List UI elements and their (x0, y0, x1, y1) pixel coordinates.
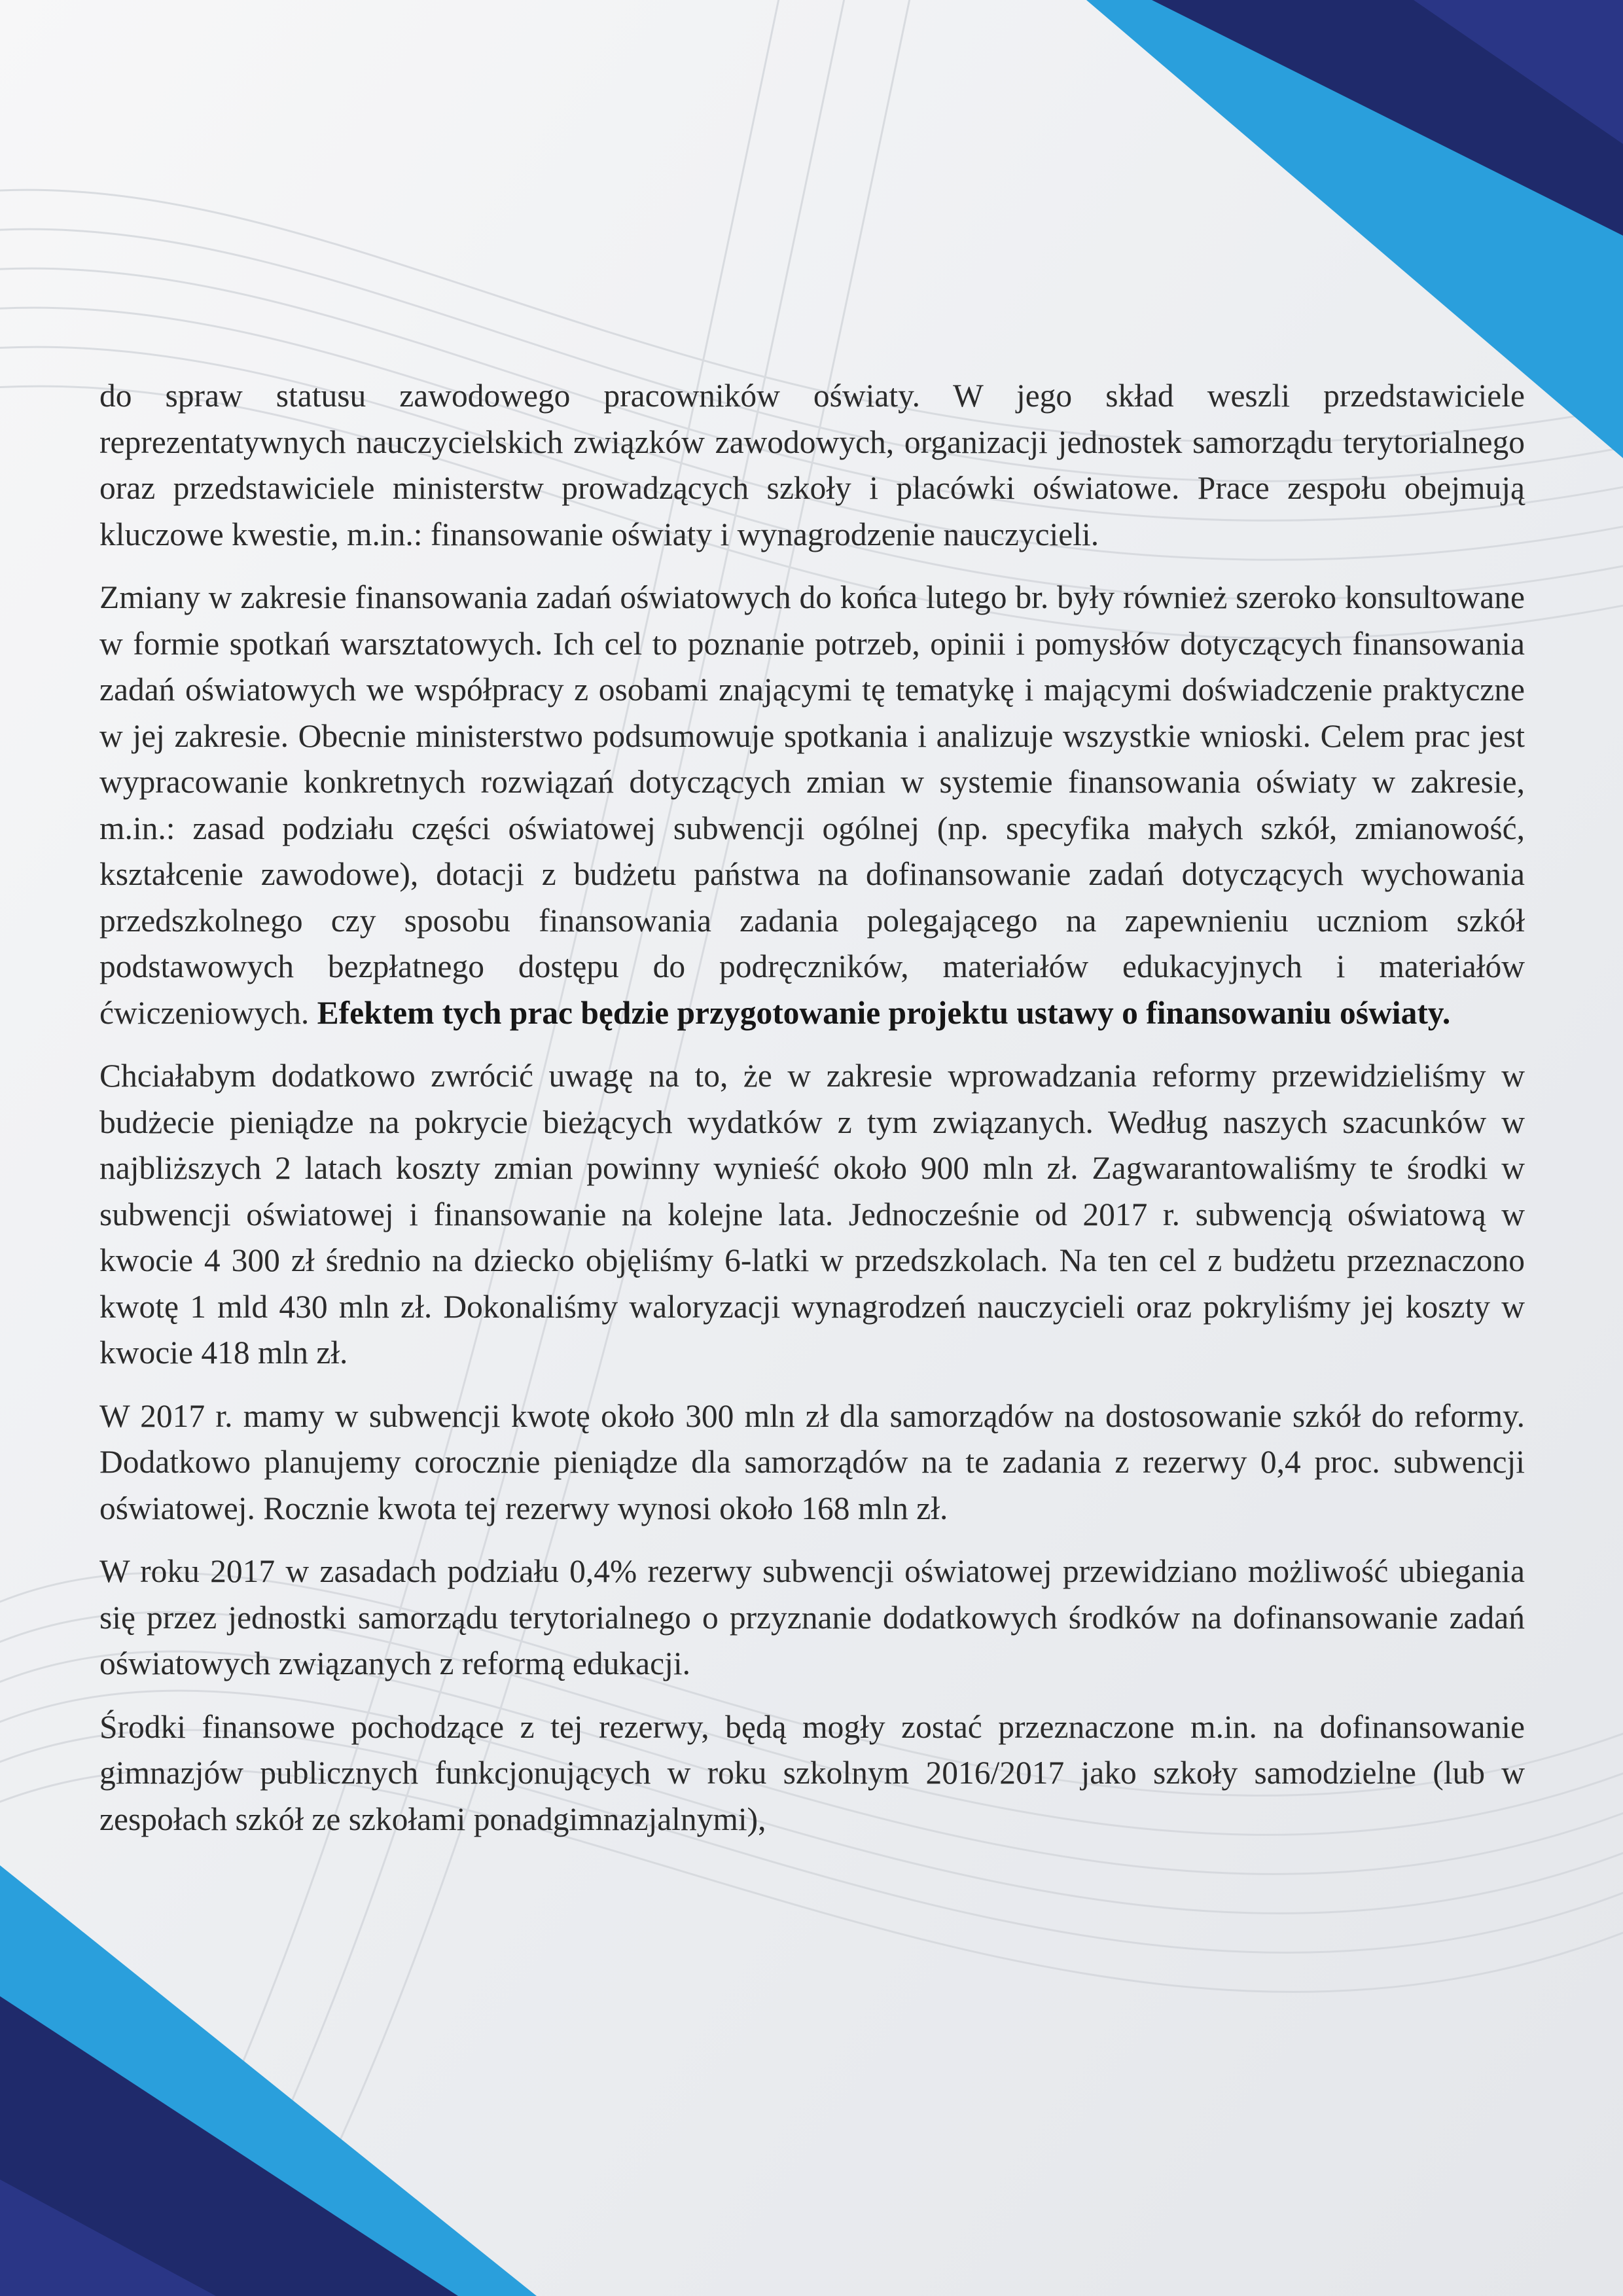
paragraph-5: W roku 2017 w zasadach podziału 0,4% rezerwy subwencji oświatowej przewidziano możliwość ubiegania się przez jednostki samorządu terytorialnego o przyznanie dodatkowych środków na dofinansowanie zadań oświatowych związanych z reformą edukacji. (99, 1553, 1525, 1681)
paragraph-6: Środki finansowe pochodzące z tej rezerwy, będą mogły zostać przeznaczone m.in. na dofinansowanie gimnazjów publicznych funkcjonujących w roku szkolnym 2016/2017 jako szkoły samodzielne (lub w zespołach szkół ze szkołami ponadgimnazjalnymi), (99, 1708, 1525, 1837)
paragraph-1: do spraw statusu zawodowego pracowników oświaty. W jego skład weszli przedstawiciele reprezentatywnych nauczycielskich związków zawodowych, organizacji jednostek samorządu terytorialnego oraz przedstawiciele ministerstw prowadzących szkoły i placówki oświatowe. Prace zespołu obejmują kluczowe kwestie, m.in.: finansowanie oświaty i wynagrodzenie nauczycieli. (99, 378, 1525, 552)
paragraph-4: W 2017 r. mamy w subwencji kwotę około 300 mln zł dla samorządów na dostosowanie szkół do reformy. Dodatkowo planujemy corocznie pieniądze dla samorządów na te zadania z rezerwy 0,4 proc. subwencji oświatowej. Rocznie kwota tej rezerwy wynosi około 168 mln zł. (99, 1397, 1525, 1526)
paragraph-2-bold-conclusion: Efektem tych prac będzie przygotowanie projektu ustawy o finansowaniu oświaty. (317, 994, 1451, 1031)
paragraph-2-text: Zmiany w zakresie finansowania zadań oświatowych do końca lutego br. były również szeroko konsultowane w formie spotkań warsztatowych. Ich cel to poznanie potrzeb, opinii i pomysłów dotyczących finansowania zadań oświatowych we współpracy z osobami znającymi tę tematykę i mającymi doświadczenie praktyczne w jej zakresie. Obecnie ministerstwo podsumowuje spotkania i analizuje wszystkie wnioski. Celem prac jest wypracowanie konkretnych rozwiązań dotyczących zmian w systemie finansowania oświaty w zakresie, m.in.: zasad podziału części oświatowej subwencji ogólnej (np. specyfika małych szkół, zmianowość, kształcenie zawodowe), dotacji z budżetu państwa na dofinansowanie zadań dotyczących wychowania przedszkolnego czy sposobu finansowania zadania polegającego na zapewnieniu uczniom szkół podstawowych bezpłatnego dostępu do podręczników, materiałów edukacyjnych i materiałów ćwiczeniowych. (99, 579, 1525, 1031)
paragraph-2 (99, 575, 1525, 1036)
article-body (99, 373, 1525, 1859)
paragraph-3: Chciałabym dodatkowo zwrócić uwagę na to, że w zakresie wprowadzania reformy przewidzieliśmy w budżecie pieniądze na pokrycie bieżących wydatków z tym związanych. Według naszych szacunków w najbliższych 2 latach koszty zmian powinny wynieść około 900 mln zł. Zagwarantowaliśmy te środki w subwencji oświatowej i finansowanie na kolejne lata. Jednocześnie od 2017 r. subwencją oświatową w kwocie 4 300 zł średnio na dziecko objęliśmy 6-latki w przedszkolach. Na ten cel z budżetu przeznaczono kwotę 1 mld 430 mln zł. Dokonaliśmy waloryzacji wynagrodzeń nauczycieli oraz pokryliśmy jej koszty w kwocie 418 mln zł. (99, 1058, 1525, 1371)
